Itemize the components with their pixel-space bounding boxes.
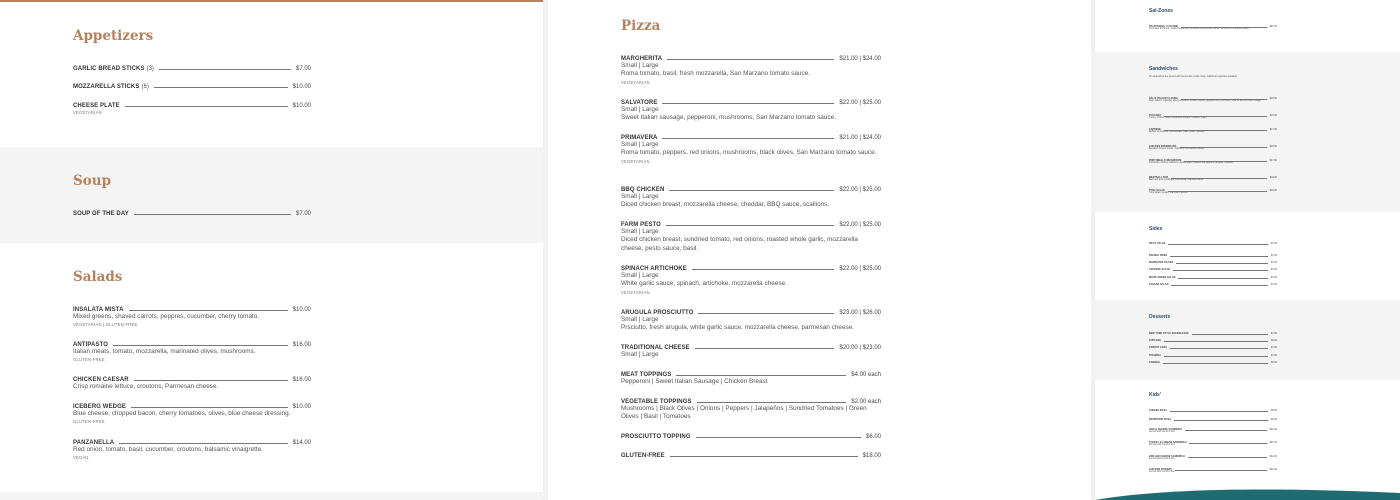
section-band: [0, 147, 543, 243]
item-price: $7.00: [1271, 346, 1277, 349]
item-description: Breaded chicken breast, marinara, mozzarella cheese.: [1149, 148, 1205, 150]
menu-item: [621, 345, 881, 359]
leader-dots: [670, 456, 858, 457]
item-row: [1149, 409, 1277, 412]
item-name: PANZANELLA: [73, 440, 115, 446]
salads-title: Salads: [73, 269, 123, 285]
item-price: $21.00 | $24.00: [839, 135, 881, 141]
leader-dots: [1184, 161, 1266, 162]
leader-dots: [669, 190, 834, 191]
item-price: $9.00: [1271, 418, 1277, 421]
accent-rule: [0, 0, 543, 2]
menu-item: [73, 342, 311, 362]
item-row: [621, 434, 881, 440]
item-description: Small | Large Sweet Italian sausage, pepperoni, mushrooms, San Marzano tomato sauce.: [621, 106, 836, 122]
item-name: CHICKEN CAESAR: [73, 377, 129, 383]
item-price: $22.00 | $25.00: [839, 187, 881, 193]
menu-item: [1149, 418, 1277, 421]
item-price: $18.00: [1269, 189, 1277, 192]
item-price: $17.00: [1269, 159, 1277, 162]
item-description: Tuna salad, tomato, red onion, lettuce.: [1149, 192, 1189, 194]
menu-item: [621, 266, 881, 295]
leader-dots: [695, 348, 835, 349]
menu-item: [1149, 441, 1277, 447]
item-price: $16.00: [1269, 114, 1277, 117]
menu-item: [1149, 339, 1277, 342]
leader-dots: [125, 106, 288, 107]
item-name: CANNOLI: [1149, 361, 1161, 364]
menu-item: [1149, 261, 1277, 264]
menu-item: [1149, 409, 1277, 412]
desserts-title: Desserts: [1149, 314, 1171, 320]
item-price: $22.00 | $25.00: [839, 100, 881, 106]
item-name: GRILLED CHEESE SANDWICH: [1149, 455, 1185, 458]
menu-item: [621, 187, 881, 210]
menu-item: [1149, 361, 1277, 364]
leader-dots: [154, 87, 288, 88]
menu-item: [73, 404, 311, 424]
sandwiches-title: Sandwiches: [1149, 66, 1178, 72]
kids-title: Kids': [1149, 392, 1162, 398]
menu-column-left: [0, 0, 543, 500]
item-name: TRADITIONAL CHEESE: [621, 345, 690, 351]
item-row: [1149, 418, 1277, 421]
item-price: $6.00: [865, 434, 881, 440]
appetizers-title: Appetizers: [73, 28, 154, 44]
leader-dots: [1173, 270, 1268, 271]
item-name: PRIMAVERA: [621, 135, 658, 141]
menu-item: [73, 307, 311, 327]
leader-dots: [1174, 420, 1268, 421]
menu-item: [621, 222, 881, 253]
item-name: CHICKEN FINGERS: [1149, 468, 1172, 471]
item-description: Italian meats, tomato, mozzarella, marinated olives, mushrooms.: [73, 348, 256, 355]
leader-dots: [1181, 99, 1267, 100]
item-row: [1149, 242, 1277, 245]
leader-dots: [1178, 278, 1268, 279]
diet-tag: VEGAN: [73, 455, 89, 461]
menu-item: [1149, 455, 1277, 461]
item-price: $7.00: [1271, 354, 1277, 357]
item-description: Small | Large White garlic sauce, spinach, artichoke, mozzarella cheese.: [621, 272, 787, 288]
item-description: Small | Large Diced chicken breast, sundried tomato, red onions, roasted whole garlic, mozzarella cheese, pesto sauce, basil.: [621, 228, 858, 252]
diet-tag: VEGETARIAN | GLUTEN-FREE: [73, 322, 138, 328]
menu-item: [1149, 254, 1277, 257]
item-name: CAPRESE: [1149, 128, 1161, 131]
leader-dots: [131, 407, 288, 408]
menu-item: [1149, 97, 1277, 103]
item-name: TURKEY & CHEESE SANDWICH: [1149, 441, 1187, 444]
item-name: TIRAMISU: [1149, 354, 1161, 357]
leader-dots: [1168, 244, 1268, 245]
section-band: [0, 492, 543, 500]
item-name: MEAT TOPPINGS: [621, 372, 672, 378]
item-price: $4.00 each: [851, 372, 881, 378]
item-name: PEPPERONI PIZZA: [1149, 418, 1172, 421]
menu-item: [1149, 114, 1277, 120]
item-row: [1149, 268, 1277, 271]
menu-column-right: [1095, 0, 1400, 500]
item-name: INSALATA MISTA: [73, 307, 124, 313]
item-row: [1149, 283, 1277, 286]
leader-dots: [1181, 27, 1267, 28]
menu-item: [1149, 332, 1277, 335]
item-name: NEW YORK STYLE CHEESECAKE: [1149, 332, 1189, 335]
item-price: $10.00: [292, 404, 311, 410]
item-name: SOUP OF THE DAY: [73, 211, 129, 217]
leader-dots: [1164, 130, 1267, 131]
item-description: Pepperoni | Sweet Italian Sausage | Chicken Breast: [621, 378, 768, 385]
leader-dots: [676, 375, 846, 376]
menu-item: [1149, 128, 1277, 134]
item-description: Small | Large: [621, 351, 659, 358]
item-name: GARLIC BREAD STICKS: [73, 66, 145, 72]
item-price: $18.00: [1269, 176, 1277, 179]
item-row: [1149, 261, 1277, 264]
leader-dots: [1170, 411, 1268, 412]
leader-dots: [1163, 363, 1268, 364]
item-description: Blue cheese, chopped bacon, cherry tomatoes, olives, blue cheese dressing.: [73, 410, 291, 417]
item-name: TOSCANO: [1149, 114, 1162, 117]
menu-item: [1149, 242, 1277, 245]
leader-dots: [1189, 443, 1266, 444]
item-price: $20.00 | $23.00: [839, 345, 881, 351]
item-name: WHITE GREEN SALAD: [1149, 276, 1176, 279]
item-description: Beef and pork meatballs, mozzarella, marinara sauce.: [1149, 179, 1204, 181]
wave-shape: [1095, 489, 1400, 500]
leader-dots: [1171, 178, 1267, 179]
menu-item: [1149, 354, 1277, 357]
item-price: $18.00: [1269, 145, 1277, 148]
item-price: $7.00: [1271, 276, 1277, 279]
menu-item: [1149, 176, 1277, 182]
item-name: TRADITIONAL CALZONE: [1149, 25, 1179, 28]
item-suffix: (6): [141, 84, 149, 90]
item-price: $7.00: [295, 211, 311, 217]
item-name: ARUGULA PROSCIUTTO: [621, 310, 694, 316]
menu-item: [1149, 468, 1277, 474]
leader-dots: [1185, 430, 1267, 431]
menu-item: [73, 377, 311, 391]
item-price: $12.00: [1269, 428, 1277, 431]
menu-item: [621, 56, 881, 85]
salzones-title: Sal-Zones: [1149, 8, 1173, 14]
diet-tag: GLUTEN-FREE: [73, 357, 105, 363]
menu-item: [1149, 159, 1277, 165]
menu-item: [1149, 189, 1277, 195]
menu-item: [621, 135, 881, 164]
menu-column-pizza: [548, 0, 1091, 500]
item-price: $7.00: [1271, 261, 1277, 264]
item-name: PROSCIUTTO TOPPING: [621, 434, 691, 440]
item-price: $7.00: [1271, 268, 1277, 271]
menu-item: [1149, 346, 1277, 349]
item-description: Red onion, tomato, basil, cucumber, croutons, balsamic vinaigrette.: [73, 446, 264, 453]
diet-tag: VEGETARIAN: [621, 289, 650, 295]
item-price: $9.00: [1271, 409, 1277, 412]
leader-dots: [662, 103, 834, 104]
item-name: FRUIT SALAD: [1149, 242, 1166, 245]
item-description: Mixed greens, shaved carrots, peppres, cucumber, cherry tomato.: [73, 313, 260, 320]
item-description: Mushrooms | Black Olives | Onions | Peppers | Jalapeños | Sundried Tomatoes | Green Olives | Basil | Tomatoes: [621, 405, 867, 421]
item-price: $7.00: [1271, 254, 1277, 257]
leader-dots: [1180, 147, 1267, 148]
item-row: [1149, 354, 1277, 357]
leader-dots: [698, 313, 834, 314]
item-price: $23.00 | $26.00: [839, 310, 881, 316]
leader-dots: [667, 59, 834, 60]
pizza-title: Pizza: [621, 18, 661, 34]
menu-item: [1149, 283, 1277, 286]
item-name: GLUTEN-FREE: [621, 453, 665, 459]
menu-item: [1149, 268, 1277, 271]
item-description: Served with French Fries.: [1149, 458, 1176, 460]
leader-dots: [1192, 334, 1268, 335]
item-name: SALVATORE: [621, 100, 658, 106]
leader-dots: [134, 214, 291, 215]
item-name: MEATBALL SUB: [1149, 176, 1169, 179]
item-name: CARROT CAKE: [1149, 346, 1168, 349]
item-description: Small | Large Prsciutto, fresh arugula, white garlic sauce, mozzarella cheese, parmesan cheese.: [621, 316, 855, 332]
item-price: $22.00 | $25.00: [839, 222, 881, 228]
leader-dots: [113, 345, 288, 346]
item-price: $2.00 each: [851, 399, 881, 405]
leader-dots: [1188, 457, 1267, 458]
item-name: TUNA SALAD: [1149, 189, 1165, 192]
item-name: SPINACH ARTICHOKE: [621, 266, 687, 272]
item-name: HAM & CHEESE SANDWICH: [1149, 428, 1182, 431]
decorative-wave: [1095, 486, 1400, 500]
item-suffix: (3): [146, 66, 154, 72]
diet-tag: VEGETARIAN: [621, 158, 650, 164]
item-name: CAPRESE SALAD: [1149, 268, 1170, 271]
item-description: Small | Large Roma tomato, peppers, red onions, mushrooms, black olives, San Marzano tomato sauce.: [621, 141, 877, 157]
menu-item: [1149, 428, 1277, 434]
item-row: [1149, 361, 1277, 364]
item-name: BBQ CHICKEN: [621, 187, 665, 193]
item-name: VEGETABLE TOPPINGS: [621, 399, 692, 405]
menu-item: [1149, 25, 1277, 31]
item-name: ANTIPASTO: [73, 342, 109, 348]
menu-item: [73, 103, 311, 115]
diet-tag: VEGETARIAN: [73, 110, 102, 115]
item-price: $10.00: [292, 103, 311, 109]
item-row: [1149, 346, 1277, 349]
item-price: $12.00: [1269, 468, 1277, 471]
leader-dots: [1164, 116, 1267, 117]
leader-dots: [697, 402, 847, 403]
item-name: FRENCH FRIES: [1149, 254, 1168, 257]
item-price: $22.00 | $25.00: [839, 266, 881, 272]
item-description: Small | Large Roma tomato, basil, fresh mozzarella, San Marzano tomato sauce.: [621, 62, 810, 78]
item-price: $7.00: [295, 66, 311, 72]
leader-dots: [1176, 263, 1268, 264]
menu-item: [621, 399, 881, 422]
menu-item: [1149, 276, 1277, 279]
menu-item: [1149, 145, 1277, 151]
item-price: $12.00: [1269, 455, 1277, 458]
leader-dots: [662, 138, 834, 139]
item-name: SAL'S ITALIAN CLASSIC: [1149, 97, 1179, 100]
item-name: CHEESE PLATE: [73, 103, 120, 109]
leader-dots: [666, 225, 834, 226]
item-name: PORTOBELLO MUSHROOM: [1149, 159, 1182, 162]
item-description: Served with French Fries.: [1149, 471, 1176, 473]
item-description: Small | Large Diced chicken breast, mozzarella cheese, cheddar, BBQ sauce, scallions.: [621, 193, 830, 209]
item-name: ICEBERG WEDGE: [73, 404, 126, 410]
sides-title: Sides: [1149, 226, 1163, 232]
item-name: FARM PESTO: [621, 222, 661, 228]
sandwiches-intro: All sandwiches are served with homemade potato chips. Additional upgrades available.: [1149, 76, 1238, 78]
item-row: [1149, 332, 1277, 335]
item-name: CUPCAKE: [1149, 339, 1162, 342]
leader-dots: [1168, 191, 1267, 192]
item-price: $7.00: [1271, 332, 1277, 335]
item-name: MOZZARELLA STICKS: [73, 84, 140, 90]
item-price: $10.00: [292, 84, 311, 90]
item-name: MARINATED OLIVES: [1149, 261, 1174, 264]
item-price: $18.00: [1269, 97, 1277, 100]
item-price: $14.00: [292, 440, 311, 446]
item-price: $10.00: [292, 307, 311, 313]
item-description: Buffalo mozzarella, roma tomato, basil, pesto, ciabatta.: [1149, 131, 1205, 133]
item-description: Portobello, fontina, balsamic roasted garlic, roasted red peppers, arugula, ciabatta.: [1149, 162, 1234, 164]
item-description: Turkey, fontina, olive oil sundried tomato, mustard, mayo.: [1149, 117, 1208, 119]
item-price: $16.00: [292, 342, 311, 348]
item-price: $21.00 | $24.00: [839, 56, 881, 62]
item-row: [1149, 254, 1277, 257]
menu-item: [73, 66, 311, 72]
menu-item: [621, 310, 881, 333]
item-price: $16.00: [292, 377, 311, 383]
leader-dots: [1164, 341, 1268, 342]
leader-dots: [692, 269, 835, 270]
leader-dots: [1170, 256, 1268, 257]
menu-item: [73, 440, 311, 460]
item-row: [1149, 339, 1277, 342]
item-price: $7.00: [1271, 242, 1277, 245]
item-price: $7.00: [1271, 283, 1277, 286]
item-description: Ham, salami, capicola, aged provolone, tomato, lettuce, pepperoncini, red onion, olive oil and red wine vinegar.: [1149, 100, 1262, 102]
menu-item: [73, 211, 311, 217]
item-price: $6.00: [1271, 361, 1277, 364]
item-description: Served with French Fries.: [1149, 431, 1176, 433]
menu-item: [621, 100, 881, 123]
leader-dots: [1171, 285, 1268, 286]
leader-dots: [129, 310, 288, 311]
item-name: MARGHERITA: [621, 56, 663, 62]
soup-title: Soup: [73, 173, 112, 189]
menu-item: [621, 434, 881, 440]
menu-item: [621, 372, 881, 386]
leader-dots: [159, 69, 291, 70]
leader-dots: [696, 437, 861, 438]
item-price: $17.00: [1269, 128, 1277, 131]
leader-dots: [134, 380, 288, 381]
item-price: $12.00: [1269, 441, 1277, 444]
item-name: CHEESE PIZZA: [1149, 409, 1167, 412]
item-name: CHICKEN PARMIGIANA: [1149, 145, 1177, 148]
diet-tag: VEGETARIAN: [621, 79, 650, 85]
item-price: $21.00: [1269, 25, 1277, 28]
item-price: $18.00: [862, 453, 881, 459]
item-price: $6.00: [1271, 339, 1277, 342]
item-description: Prosciutto di Parma, ricotta cheese and shredded mozzarella cheese. Served with marinara sauce.: [1149, 28, 1250, 30]
item-description: Served with French Fries.: [1149, 444, 1176, 446]
leader-dots: [1164, 356, 1268, 357]
diet-tag: GLUTEN-FREE: [73, 419, 105, 425]
item-row: [621, 453, 881, 459]
leader-dots: [119, 443, 287, 444]
leader-dots: [1170, 348, 1268, 349]
item-name: CAESAR SALAD: [1149, 283, 1169, 286]
leader-dots: [1175, 470, 1267, 471]
item-description: Crisp romaine lettuce, croutons, Parmesan cheese.: [73, 383, 219, 390]
item-row: [1149, 276, 1277, 279]
menu-item: [73, 84, 311, 90]
menu-item: [621, 453, 881, 459]
